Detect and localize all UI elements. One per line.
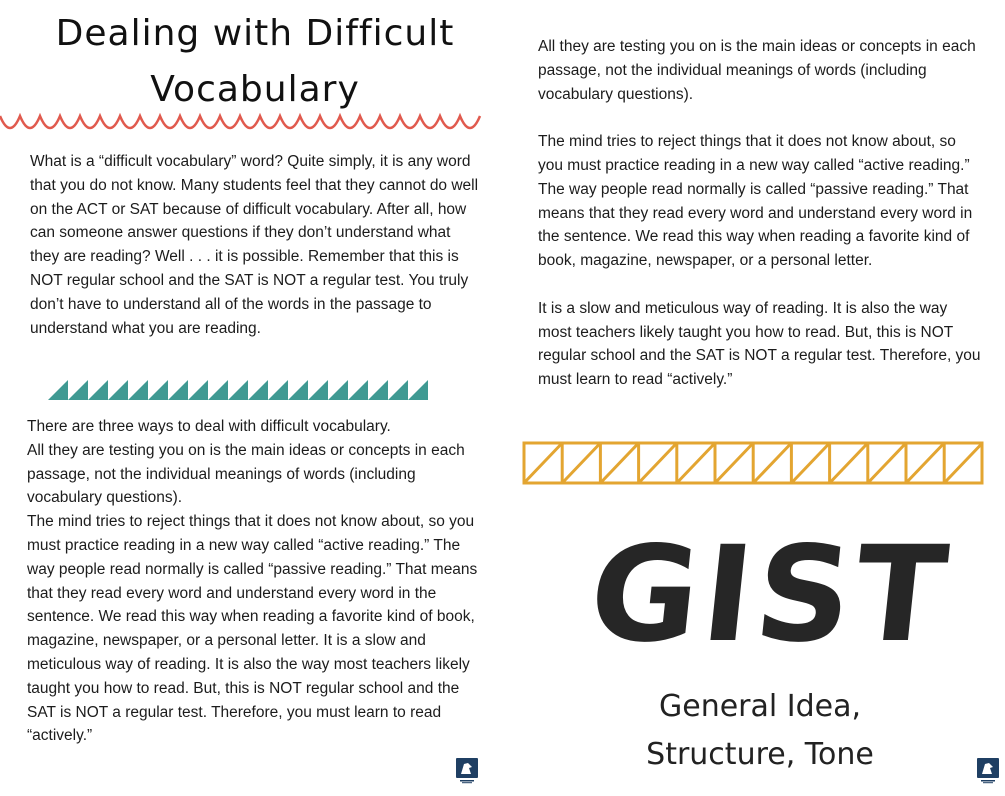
page-title [0,6,510,118]
zigzag-divider [522,441,984,485]
publisher-logo-icon [977,758,999,784]
intro-paragraph: What is a “difficult vocabulary” word? Quite simply, it is any word that you do not know. Many students feel that they cannot do well on the ACT or SAT because of difficult vocabulary. After all, how can someone answer questions if they don’t understand what they are reading? Well . . . it is possible. Remember that this is NOT regular school and the SAT is NOT a regular test. You truly don’t have to understand all of the words in the passage to understand what you are reading. [30,153,479,337]
title-line-2: Vocabulary [150,69,360,110]
right-column-text [538,35,983,416]
three-ways-heading: There are three ways to deal with difficult vocabulary. [27,418,391,435]
scallop-divider [0,112,482,134]
right-paragraph-3: It is a slow and meticulous way of reading. It is also the way most teachers likely taught you how to read. But, this is NOT regular school and the SAT is NOT a regular test. Therefore, you must learn to read “actively.” [538,299,981,389]
three-ways-section [27,415,482,748]
gist-subtitle-line-2: Structure, Tone [646,737,874,772]
triangle-divider [48,378,428,400]
publisher-logo-icon [456,758,478,784]
right-paragraph-2: The mind tries to reject things that it does not know about, so you must practice reading in a new way called “active reading.” The way people read normally is called “passive reading.” That means that they read every word and understand every word in the sentence. We read this way when reading a favorite kind of book, magazine, newspaper, or a personal letter. [538,133,973,270]
three-ways-paragraph-1: All they are testing you on is the main ideas or concepts in each passage, not the individual meanings of words (including vocabulary questions). [27,441,465,507]
title-line-1: Dealing with Difficult [55,13,455,54]
gist-subtitle-line-1: General Idea, [658,689,862,724]
gist-heading: GIST [582,518,958,672]
gist-subtitle [560,683,960,779]
right-paragraph-1: All they are testing you on is the main ideas or concepts in each passage, not the individual meanings of words (including vocabulary questions). [538,38,976,103]
three-ways-paragraph-2: The mind tries to reject things that it does not know about, so you must practice reading in a new way called “active reading.” The way people read normally is called “passive reading.” That means that they read every word and understand every word in the sentence. We read this way when reading a favorite kind of book, magazine, newspaper, or a personal letter. It is a slow and meticulous way of reading. It is also the way most teachers likely taught you how to read. But, this is NOT regular school and the SAT is NOT a regular test. Therefore, you must learn to read “actively.” [27,513,478,745]
